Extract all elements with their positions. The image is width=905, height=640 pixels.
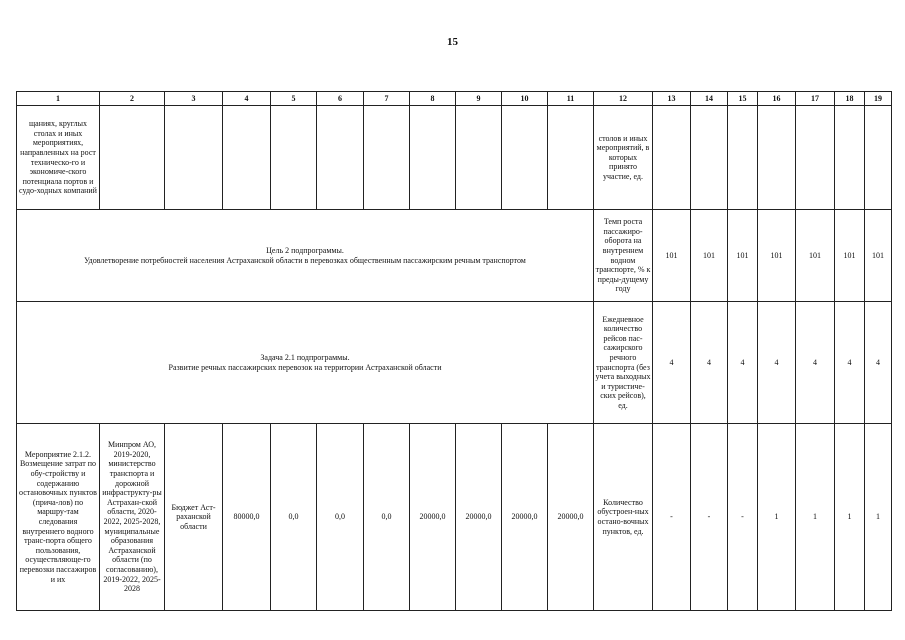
task-value: 4: [691, 302, 728, 424]
column-header: 4: [223, 92, 271, 106]
measure-name: Мероприятие 2.1.2. Возмещение затрат по обу-стройству и содержанию остановочных пунктов (прича-лов) по маршру-там следования внутреннего водного транс-порта общего пользования, осуществляюще-го перевозки пассажиров и их: [17, 424, 100, 611]
table-cell: [271, 106, 317, 210]
column-header: 6: [317, 92, 364, 106]
column-header: 19: [865, 92, 892, 106]
measure-value: 1: [835, 424, 865, 611]
measure-value: -: [691, 424, 728, 611]
measure-executors: Минпром АО, 2019-2020, министерство транспорта и дорожной инфраструкту-ры Астрахан-ской области, 2020-2022, 2025-2028, муниципальные образования Астраханской области (по согласованию), 2019-2022, 2025-2028: [100, 424, 165, 611]
column-header: 12: [594, 92, 653, 106]
column-header: 14: [691, 92, 728, 106]
task-indicator: Ежедневное количество рейсов пас-сажирского речного транспорта (без учета выходных и туристиче-ских рейсов), ед.: [594, 302, 653, 424]
table-cell: [653, 106, 691, 210]
funding-amount: 0,0: [271, 424, 317, 611]
goal-value: 101: [835, 210, 865, 302]
measure-row: [17, 424, 892, 611]
task-value: 4: [796, 302, 835, 424]
table-cell: [364, 106, 410, 210]
goal-value: 101: [796, 210, 835, 302]
header-row: [17, 92, 892, 106]
table-cell: [502, 106, 548, 210]
task-value: 4: [653, 302, 691, 424]
table-cell: [758, 106, 796, 210]
task-title: Задача 2.1 подпрограммы.: [260, 352, 350, 362]
goal-value: 101: [728, 210, 758, 302]
table-cell: [100, 106, 165, 210]
task-value: 4: [865, 302, 892, 424]
funding-amount: 0,0: [364, 424, 410, 611]
column-header: 8: [410, 92, 456, 106]
column-header: 11: [548, 92, 594, 106]
funding-amount: 20000,0: [410, 424, 456, 611]
table-cell: [835, 106, 865, 210]
table-cell: [548, 106, 594, 210]
task-value: 4: [758, 302, 796, 424]
page-number: 15: [447, 36, 458, 48]
column-header: 3: [165, 92, 223, 106]
column-header: 10: [502, 92, 548, 106]
funding-amount: 0,0: [317, 424, 364, 611]
column-header: 17: [796, 92, 835, 106]
goal-row: [17, 210, 892, 302]
measure-value: 1: [796, 424, 835, 611]
funding-source: Бюджет Аст-раханской области: [165, 424, 223, 611]
column-header: 7: [364, 92, 410, 106]
goal-value: 101: [691, 210, 728, 302]
goal-value: 101: [653, 210, 691, 302]
task-description: Развитие речных пассажирских перевозок на территории Астраханской области: [168, 362, 442, 372]
task-value: 4: [728, 302, 758, 424]
column-header: 2: [100, 92, 165, 106]
goal-title: Цель 2 подпрограммы.: [266, 245, 344, 255]
indicator-continuation: столов и иных мероприятий, в которых принято участие, ед.: [594, 106, 653, 210]
measure-value: 1: [758, 424, 796, 611]
event-name-continuation: щаниях, круглых столах и иных мероприятиях, направленных на рост техническо-го и экономиче-ского потенциала портов и судо-ходных компаний: [17, 106, 100, 210]
table-cell: [456, 106, 502, 210]
measure-value: 1: [865, 424, 892, 611]
table-cell: [165, 106, 223, 210]
column-header: 18: [835, 92, 865, 106]
funding-amount: 20000,0: [502, 424, 548, 611]
table-cell: [865, 106, 892, 210]
column-header: 16: [758, 92, 796, 106]
goal-title-cell: [17, 210, 594, 302]
goal-value: 101: [865, 210, 892, 302]
column-header: 5: [271, 92, 317, 106]
table-cell: [317, 106, 364, 210]
table-cell: [691, 106, 728, 210]
funding-amount: 20000,0: [456, 424, 502, 611]
indicator-table: [16, 91, 892, 611]
table-cell: [410, 106, 456, 210]
measure-value: -: [728, 424, 758, 611]
measure-value: -: [653, 424, 691, 611]
column-header: 9: [456, 92, 502, 106]
table-cell: [796, 106, 835, 210]
table-cell: [728, 106, 758, 210]
column-header: 15: [728, 92, 758, 106]
column-header: 13: [653, 92, 691, 106]
funding-amount: 20000,0: [548, 424, 594, 611]
column-header: 1: [17, 92, 100, 106]
goal-value: 101: [758, 210, 796, 302]
measure-indicator: Количество обустроен-ных остано-вочных пунктов, ед.: [594, 424, 653, 611]
funding-amount: 80000,0: [223, 424, 271, 611]
table-row: [17, 106, 892, 210]
task-row: [17, 302, 892, 424]
task-title-cell: [17, 302, 594, 424]
task-value: 4: [835, 302, 865, 424]
table-cell: [223, 106, 271, 210]
goal-description: Удовлетворение потребностей населения Астраханской области в перевозках общественным пассажирским речным транспортом: [84, 255, 526, 265]
goal-indicator: Темп роста пассажиро-оборота на внутреннем водном транспорте, % к преды-дущему году: [594, 210, 653, 302]
